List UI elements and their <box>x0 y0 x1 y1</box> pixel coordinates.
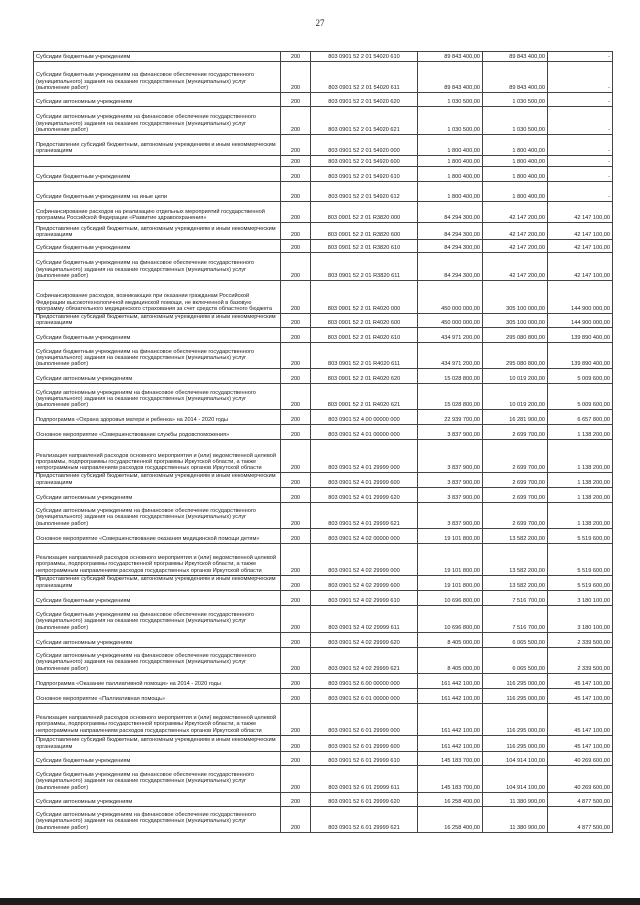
row-description: Субсидии автономным учреждениям на финансовое обеспечение государственного (муниципального) задания на оказание государственных (муниципальных) услуг (выполнение работ) <box>34 647 281 673</box>
row-admin-code: 200 <box>281 135 311 156</box>
row-admin-code: 200 <box>281 223 311 240</box>
table-row <box>34 343 613 369</box>
table-row <box>34 156 613 167</box>
row-amount-total: 1 800 400,00 <box>418 182 483 202</box>
row-description: Субсидии автономным учреждениям на финансовое обеспечение государственного (муниципального) задания на оказание государственных (муниципальных) услуг (выполнение работ) <box>34 107 281 135</box>
row-description: Субсидии бюджетным учреждениям <box>34 328 281 343</box>
row-admin-code: 200 <box>281 410 311 425</box>
row-classification-code: 803 0901 52 2 01 R3820 611 <box>311 253 418 281</box>
row-amount-federal: 144 900 000,00 <box>548 314 613 328</box>
row-amount-total: 1 800 400,00 <box>418 156 483 167</box>
table-row <box>34 647 613 673</box>
row-classification-code: 803 0901 52 2 01 R4020 620 <box>311 369 418 384</box>
row-description: Субсидии бюджетным учреждениям <box>34 240 281 253</box>
table-row <box>34 673 613 688</box>
row-amount-regional: 13 582 200,00 <box>483 543 548 575</box>
row-admin-code: 200 <box>281 384 311 410</box>
row-amount-regional: 42 147 200,00 <box>483 253 548 281</box>
row-amount-total: 15 028 800,00 <box>418 369 483 384</box>
row-amount-total: 8 405 000,00 <box>418 647 483 673</box>
row-amount-federal: - <box>548 135 613 156</box>
row-classification-code: 803 0901 52 2 01 R3820 600 <box>311 223 418 240</box>
table-row <box>34 223 613 240</box>
row-amount-regional: 13 582 200,00 <box>483 575 548 590</box>
row-admin-code: 200 <box>281 751 311 765</box>
row-amount-regional: 1 800 400,00 <box>483 182 548 202</box>
row-description: Субсидии бюджетным учреждениям <box>34 751 281 765</box>
row-amount-total: 1 800 400,00 <box>418 167 483 182</box>
row-admin-code: 200 <box>281 93 311 107</box>
row-amount-regional: 1 030 500,00 <box>483 93 548 107</box>
row-description: Основное мероприятие «Паллиативная помощь» <box>34 688 281 703</box>
table-row <box>34 52 613 62</box>
row-description: Субсидии бюджетным учреждениям на иные цели <box>34 182 281 202</box>
row-admin-code: 200 <box>281 487 311 502</box>
row-amount-federal: 5 519 600,00 <box>548 543 613 575</box>
row-admin-code: 200 <box>281 688 311 703</box>
row-amount-federal: - <box>548 52 613 62</box>
table-row <box>34 751 613 765</box>
row-amount-regional: 89 843 400,00 <box>483 62 548 93</box>
table-row <box>34 575 613 590</box>
row-classification-code: 803 0901 52 6 01 29999 621 <box>311 806 418 832</box>
table-row <box>34 792 613 806</box>
row-description: Субсидии автономным учреждениям на финансовое обеспечение государственного (муниципального) задания на оказание государственных (муниципальных) услуг (выполнение работ) <box>34 384 281 410</box>
row-amount-federal: 45 147 100,00 <box>548 735 613 751</box>
row-description: Субсидии бюджетным учреждениям на финансовое обеспечение государственного (муниципального) задания на оказание государственных (муниципальных) услуг (выполнение работ) <box>34 253 281 281</box>
row-amount-total: 84 294 300,00 <box>418 240 483 253</box>
row-description: Субсидии бюджетным учреждениям на финансовое обеспечение государственного (муниципального) задания на оказание государственных (муниципальных) услуг (выполнение работ) <box>34 765 281 792</box>
row-amount-regional: 10 019 200,00 <box>483 369 548 384</box>
row-classification-code: 803 0901 52 4 02 29999 600 <box>311 575 418 590</box>
row-amount-regional: 1 800 400,00 <box>483 135 548 156</box>
table-row <box>34 202 613 223</box>
row-amount-total: 10 696 800,00 <box>418 605 483 632</box>
table-row <box>34 735 613 751</box>
row-admin-code: 200 <box>281 792 311 806</box>
row-admin-code: 200 <box>281 440 311 473</box>
row-amount-federal: 6 657 800,00 <box>548 410 613 425</box>
row-amount-regional: 42 147 200,00 <box>483 202 548 223</box>
row-admin-code: 200 <box>281 202 311 223</box>
table-row <box>34 167 613 182</box>
table-row <box>34 473 613 487</box>
row-classification-code: 803 0901 52 6 01 29999 600 <box>311 735 418 751</box>
row-admin-code: 200 <box>281 240 311 253</box>
row-amount-federal: - <box>548 156 613 167</box>
row-admin-code: 200 <box>281 605 311 632</box>
row-classification-code: 803 0901 52 4 01 00000 000 <box>311 425 418 440</box>
row-amount-federal: 1 138 200,00 <box>548 425 613 440</box>
row-amount-total: 1 030 500,00 <box>418 93 483 107</box>
row-amount-federal: 42 147 100,00 <box>548 240 613 253</box>
row-amount-regional: 7 516 700,00 <box>483 590 548 605</box>
row-description: Софинансирование расходов на реализацию отдельных мероприятий государственной программы Российской Федерации «Развитие здравоохранения» <box>34 202 281 223</box>
row-amount-regional: 104 914 100,00 <box>483 751 548 765</box>
row-classification-code: 803 0901 52 4 02 29999 611 <box>311 605 418 632</box>
table-row <box>34 253 613 281</box>
row-amount-total: 161 442 100,00 <box>418 703 483 735</box>
row-admin-code: 200 <box>281 673 311 688</box>
row-amount-regional: 6 065 500,00 <box>483 632 548 647</box>
row-classification-code: 803 0901 52 2 01 54020 611 <box>311 62 418 93</box>
row-amount-regional: 305 100 000,00 <box>483 281 548 314</box>
row-amount-regional: 116 295 000,00 <box>483 735 548 751</box>
row-amount-total: 15 028 800,00 <box>418 384 483 410</box>
row-amount-federal: 5 009 600,00 <box>548 384 613 410</box>
row-description: Предоставление субсидий бюджетным, автономным учреждениям и иным некоммерческим организациям <box>34 735 281 751</box>
table-row <box>34 543 613 575</box>
table-row <box>34 806 613 832</box>
row-admin-code: 200 <box>281 590 311 605</box>
budget-table <box>33 51 613 833</box>
row-amount-federal: 5 009 600,00 <box>548 369 613 384</box>
row-amount-federal: 45 147 100,00 <box>548 688 613 703</box>
row-classification-code: 803 0901 52 2 01 R4020 000 <box>311 281 418 314</box>
row-amount-federal: 45 147 100,00 <box>548 673 613 688</box>
row-classification-code: 803 0901 52 6 01 29999 620 <box>311 792 418 806</box>
row-amount-federal: 4 877 500,00 <box>548 806 613 832</box>
row-description <box>34 156 281 167</box>
row-amount-regional: 10 019 200,00 <box>483 384 548 410</box>
row-amount-regional: 16 281 900,00 <box>483 410 548 425</box>
row-amount-federal: 1 138 200,00 <box>548 487 613 502</box>
row-amount-total: 145 183 700,00 <box>418 751 483 765</box>
row-classification-code: 803 0901 52 2 01 54920 600 <box>311 156 418 167</box>
row-description: Реализация направлений расходов основного мероприятия и (или) ведомственной целевой программы, подпрограммы государственной программы Иркутской области, а также непрограммным направлениям расходов государственных органов Иркутской области <box>34 440 281 473</box>
row-description: Субсидии бюджетным учреждениям на финансовое обеспечение государственного (муниципального) задания на оказание государственных (муниципальных) услуг (выполнение работ) <box>34 62 281 93</box>
row-classification-code: 803 0901 52 4 01 29999 600 <box>311 473 418 487</box>
table-row <box>34 425 613 440</box>
row-amount-total: 434 971 200,00 <box>418 343 483 369</box>
row-amount-federal: - <box>548 107 613 135</box>
row-classification-code: 803 0901 52 2 01 54020 610 <box>311 52 418 62</box>
row-classification-code: 803 0901 52 2 01 54020 620 <box>311 93 418 107</box>
row-description: Субсидии бюджетным учреждениям на финансовое обеспечение государственного (муниципального) задания на оказание государственных (муниципальных) услуг (выполнение работ) <box>34 343 281 369</box>
row-amount-federal: 42 147 100,00 <box>548 202 613 223</box>
row-amount-total: 19 101 800,00 <box>418 543 483 575</box>
table-row <box>34 440 613 473</box>
table-row <box>34 528 613 543</box>
row-amount-regional: 11 380 900,00 <box>483 792 548 806</box>
row-amount-regional: 116 295 000,00 <box>483 688 548 703</box>
row-amount-regional: 116 295 000,00 <box>483 673 548 688</box>
row-description: Субсидии автономным учреждениям на финансовое обеспечение государственного (муниципального) задания на оказание государственных (муниципальных) услуг (выполнение работ) <box>34 502 281 528</box>
row-admin-code: 200 <box>281 107 311 135</box>
row-admin-code: 200 <box>281 328 311 343</box>
row-amount-federal: 1 138 200,00 <box>548 473 613 487</box>
row-amount-total: 84 294 300,00 <box>418 223 483 240</box>
table-row <box>34 384 613 410</box>
row-description: Софинансирование расходов, возникающих при оказании гражданам Российской Федерации высокотехнологичной медицинской помощи, не включенной в базовую программу обязательного медицинского страхования за счет средств областного бюджета <box>34 281 281 314</box>
row-classification-code: 803 0901 52 4 02 29999 620 <box>311 632 418 647</box>
row-amount-regional: 295 080 800,00 <box>483 343 548 369</box>
row-description: Подпрограмма «Оказание паллиативной помощи» на 2014 - 2020 годы <box>34 673 281 688</box>
row-description: Предоставление субсидий бюджетным, автономным учреждениям и иным некоммерческим организациям <box>34 314 281 328</box>
row-description: Предоставление субсидий бюджетным, автономным учреждениям и иным некоммерческим организациям <box>34 473 281 487</box>
row-admin-code: 200 <box>281 703 311 735</box>
row-description: Субсидии бюджетным учреждениям <box>34 52 281 62</box>
row-amount-total: 145 183 700,00 <box>418 765 483 792</box>
row-amount-total: 16 258 400,00 <box>418 792 483 806</box>
table-row <box>34 135 613 156</box>
row-description: Реализация направлений расходов основного мероприятия и (или) ведомственной целевой программы, подпрограммы государственной программы Иркутской области, а также непрограммным направлениям расходов государственных органов Иркутской области <box>34 703 281 735</box>
row-amount-federal: 3 180 100,00 <box>548 590 613 605</box>
row-amount-federal: 1 138 200,00 <box>548 440 613 473</box>
row-amount-regional: 2 699 700,00 <box>483 502 548 528</box>
row-admin-code: 200 <box>281 765 311 792</box>
row-description: Субсидии автономным учреждениям <box>34 369 281 384</box>
row-amount-federal: 139 890 400,00 <box>548 328 613 343</box>
row-amount-total: 89 843 400,00 <box>418 62 483 93</box>
budget-table-body <box>34 52 613 833</box>
row-description: Субсидии автономным учреждениям <box>34 93 281 107</box>
row-admin-code: 200 <box>281 502 311 528</box>
row-description: Субсидии автономным учреждениям <box>34 632 281 647</box>
row-admin-code: 200 <box>281 343 311 369</box>
table-row <box>34 62 613 93</box>
row-amount-total: 89 843 400,00 <box>418 52 483 62</box>
table-row <box>34 328 613 343</box>
row-classification-code: 803 0901 52 6 01 29999 610 <box>311 751 418 765</box>
row-amount-total: 84 294 300,00 <box>418 202 483 223</box>
row-admin-code: 200 <box>281 528 311 543</box>
row-admin-code: 200 <box>281 425 311 440</box>
row-amount-federal: 4 877 500,00 <box>548 792 613 806</box>
row-amount-regional: 305 100 000,00 <box>483 314 548 328</box>
row-amount-federal: - <box>548 62 613 93</box>
row-amount-regional: 42 147 200,00 <box>483 240 548 253</box>
row-classification-code: 803 0901 52 6 01 00000 000 <box>311 688 418 703</box>
row-admin-code: 200 <box>281 253 311 281</box>
table-row <box>34 240 613 253</box>
row-amount-regional: 116 295 000,00 <box>483 703 548 735</box>
row-admin-code: 200 <box>281 647 311 673</box>
row-admin-code: 200 <box>281 167 311 182</box>
row-amount-federal: 5 519 600,00 <box>548 528 613 543</box>
row-classification-code: 803 0901 52 2 01 R4020 600 <box>311 314 418 328</box>
row-amount-regional: 6 065 500,00 <box>483 647 548 673</box>
row-amount-regional: 1 030 500,00 <box>483 107 548 135</box>
row-amount-total: 8 405 000,00 <box>418 632 483 647</box>
row-amount-total: 161 442 100,00 <box>418 688 483 703</box>
row-amount-total: 3 837 900,00 <box>418 502 483 528</box>
table-row <box>34 632 613 647</box>
row-classification-code: 803 0901 52 2 01 R4020 610 <box>311 328 418 343</box>
row-amount-regional: 1 800 400,00 <box>483 156 548 167</box>
row-description: Субсидии бюджетным учреждениям <box>34 167 281 182</box>
table-row <box>34 314 613 328</box>
row-classification-code: 803 0901 52 4 02 29999 000 <box>311 543 418 575</box>
row-admin-code: 200 <box>281 369 311 384</box>
row-amount-federal: 42 147 100,00 <box>548 253 613 281</box>
row-amount-total: 3 837 900,00 <box>418 425 483 440</box>
row-amount-federal: 40 269 600,00 <box>548 765 613 792</box>
page-number: 27 <box>315 18 325 28</box>
row-description: Реализация направлений расходов основного мероприятия и (или) ведомственной целевой программы, подпрограммы государственной программы Иркутской области, а также непрограммным направлениям расходов государственных органов Иркутской области <box>34 543 281 575</box>
table-row <box>34 93 613 107</box>
row-description: Субсидии автономным учреждениям на финансовое обеспечение государственного (муниципального) задания на оказание государственных (муниципальных) услуг (выполнение работ) <box>34 806 281 832</box>
table-row <box>34 487 613 502</box>
row-amount-total: 19 101 800,00 <box>418 575 483 590</box>
row-admin-code: 200 <box>281 156 311 167</box>
row-amount-total: 1 800 400,00 <box>418 135 483 156</box>
table-row <box>34 107 613 135</box>
row-amount-regional: 89 843 400,00 <box>483 52 548 62</box>
row-amount-total: 3 837 900,00 <box>418 473 483 487</box>
row-admin-code: 200 <box>281 806 311 832</box>
table-row <box>34 281 613 314</box>
row-amount-federal: 1 138 200,00 <box>548 502 613 528</box>
row-amount-federal: 2 339 500,00 <box>548 632 613 647</box>
row-classification-code: 803 0901 52 2 01 54020 621 <box>311 107 418 135</box>
table-row <box>34 590 613 605</box>
row-description: Предоставление субсидий бюджетным, автономным учреждениям и иным некоммерческим организациям <box>34 575 281 590</box>
row-classification-code: 803 0901 52 4 02 00000 000 <box>311 528 418 543</box>
row-admin-code: 200 <box>281 62 311 93</box>
row-classification-code: 803 0901 52 4 00 00000 000 <box>311 410 418 425</box>
table-row <box>34 410 613 425</box>
table-row <box>34 369 613 384</box>
row-classification-code: 803 0901 52 2 01 R4020 621 <box>311 384 418 410</box>
row-amount-regional: 2 699 700,00 <box>483 487 548 502</box>
row-description: Предоставление субсидий бюджетным, автономным учреждениям и иным некоммерческим организациям <box>34 135 281 156</box>
row-description: Подпрограмма «Охрана здоровья матери и ребенка» на 2014 - 2020 годы <box>34 410 281 425</box>
row-amount-total: 19 101 800,00 <box>418 528 483 543</box>
row-admin-code: 200 <box>281 314 311 328</box>
row-admin-code: 200 <box>281 182 311 202</box>
row-amount-federal: 139 890 400,00 <box>548 343 613 369</box>
row-description: Субсидии бюджетным учреждениям <box>34 590 281 605</box>
row-admin-code: 200 <box>281 473 311 487</box>
row-classification-code: 803 0901 52 2 01 R3820 000 <box>311 202 418 223</box>
row-classification-code: 803 0901 52 2 01 54920 612 <box>311 182 418 202</box>
row-classification-code: 803 0901 52 6 01 29999 000 <box>311 703 418 735</box>
row-description: Субсидии автономным учреждениям <box>34 487 281 502</box>
row-description: Субсидии бюджетным учреждениям на финансовое обеспечение государственного (муниципального) задания на оказание государственных (муниципальных) услуг (выполнение работ) <box>34 605 281 632</box>
table-row <box>34 502 613 528</box>
row-amount-total: 22 939 700,00 <box>418 410 483 425</box>
row-amount-federal: 5 519 600,00 <box>548 575 613 590</box>
row-amount-federal: 42 147 100,00 <box>548 223 613 240</box>
row-admin-code: 200 <box>281 575 311 590</box>
row-admin-code: 200 <box>281 735 311 751</box>
row-classification-code: 803 0901 52 6 00 00000 000 <box>311 673 418 688</box>
row-classification-code: 803 0901 52 4 01 29999 000 <box>311 440 418 473</box>
row-amount-total: 161 442 100,00 <box>418 673 483 688</box>
row-amount-regional: 13 582 200,00 <box>483 528 548 543</box>
row-amount-regional: 11 380 900,00 <box>483 806 548 832</box>
row-admin-code: 200 <box>281 543 311 575</box>
row-classification-code: 803 0901 52 2 01 R3820 610 <box>311 240 418 253</box>
row-amount-total: 1 030 500,00 <box>418 107 483 135</box>
row-amount-regional: 295 080 800,00 <box>483 328 548 343</box>
row-admin-code: 200 <box>281 281 311 314</box>
table-row <box>34 703 613 735</box>
row-amount-total: 10 696 800,00 <box>418 590 483 605</box>
row-amount-federal: 2 339 500,00 <box>548 647 613 673</box>
row-classification-code: 803 0901 52 2 01 R4020 611 <box>311 343 418 369</box>
row-amount-total: 161 442 100,00 <box>418 735 483 751</box>
row-amount-total: 3 837 900,00 <box>418 440 483 473</box>
row-classification-code: 803 0901 52 2 01 54920 000 <box>311 135 418 156</box>
row-amount-regional: 7 516 700,00 <box>483 605 548 632</box>
row-amount-federal: - <box>548 167 613 182</box>
row-amount-federal: 40 269 600,00 <box>548 751 613 765</box>
row-amount-federal: - <box>548 93 613 107</box>
scan-bottom-edge <box>0 898 640 905</box>
table-row <box>34 605 613 632</box>
row-amount-total: 450 000 000,00 <box>418 281 483 314</box>
row-amount-regional: 2 699 700,00 <box>483 473 548 487</box>
row-amount-total: 450 000 000,00 <box>418 314 483 328</box>
row-amount-federal: 3 180 100,00 <box>548 605 613 632</box>
row-description: Предоставление субсидий бюджетным, автономным учреждениям и иным некоммерческим организациям <box>34 223 281 240</box>
row-amount-regional: 104 914 100,00 <box>483 765 548 792</box>
row-description: Субсидии автономным учреждениям <box>34 792 281 806</box>
row-amount-federal: 45 147 100,00 <box>548 703 613 735</box>
table-row <box>34 688 613 703</box>
row-amount-total: 84 294 300,00 <box>418 253 483 281</box>
row-amount-federal: - <box>548 182 613 202</box>
row-description: Основное мероприятие «Совершенствование службы родовспоможения» <box>34 425 281 440</box>
row-admin-code: 200 <box>281 52 311 62</box>
row-classification-code: 803 0901 52 4 02 29999 610 <box>311 590 418 605</box>
row-amount-federal: 144 900 000,00 <box>548 281 613 314</box>
row-classification-code: 803 0901 52 4 01 29999 620 <box>311 487 418 502</box>
row-amount-total: 3 837 900,00 <box>418 487 483 502</box>
row-classification-code: 803 0901 52 4 01 29999 621 <box>311 502 418 528</box>
row-admin-code: 200 <box>281 632 311 647</box>
table-row <box>34 765 613 792</box>
row-amount-regional: 42 147 200,00 <box>483 223 548 240</box>
row-amount-regional: 2 699 700,00 <box>483 440 548 473</box>
row-amount-regional: 1 800 400,00 <box>483 167 548 182</box>
row-description: Основное мероприятие «Совершенствование оказания медицинской помощи детям» <box>34 528 281 543</box>
row-amount-total: 16 258 400,00 <box>418 806 483 832</box>
row-classification-code: 803 0901 52 4 02 29999 621 <box>311 647 418 673</box>
row-amount-regional: 2 699 700,00 <box>483 425 548 440</box>
row-amount-total: 434 971 200,00 <box>418 328 483 343</box>
table-row <box>34 182 613 202</box>
row-classification-code: 803 0901 52 6 01 29999 611 <box>311 765 418 792</box>
row-classification-code: 803 0901 52 2 01 54920 610 <box>311 167 418 182</box>
